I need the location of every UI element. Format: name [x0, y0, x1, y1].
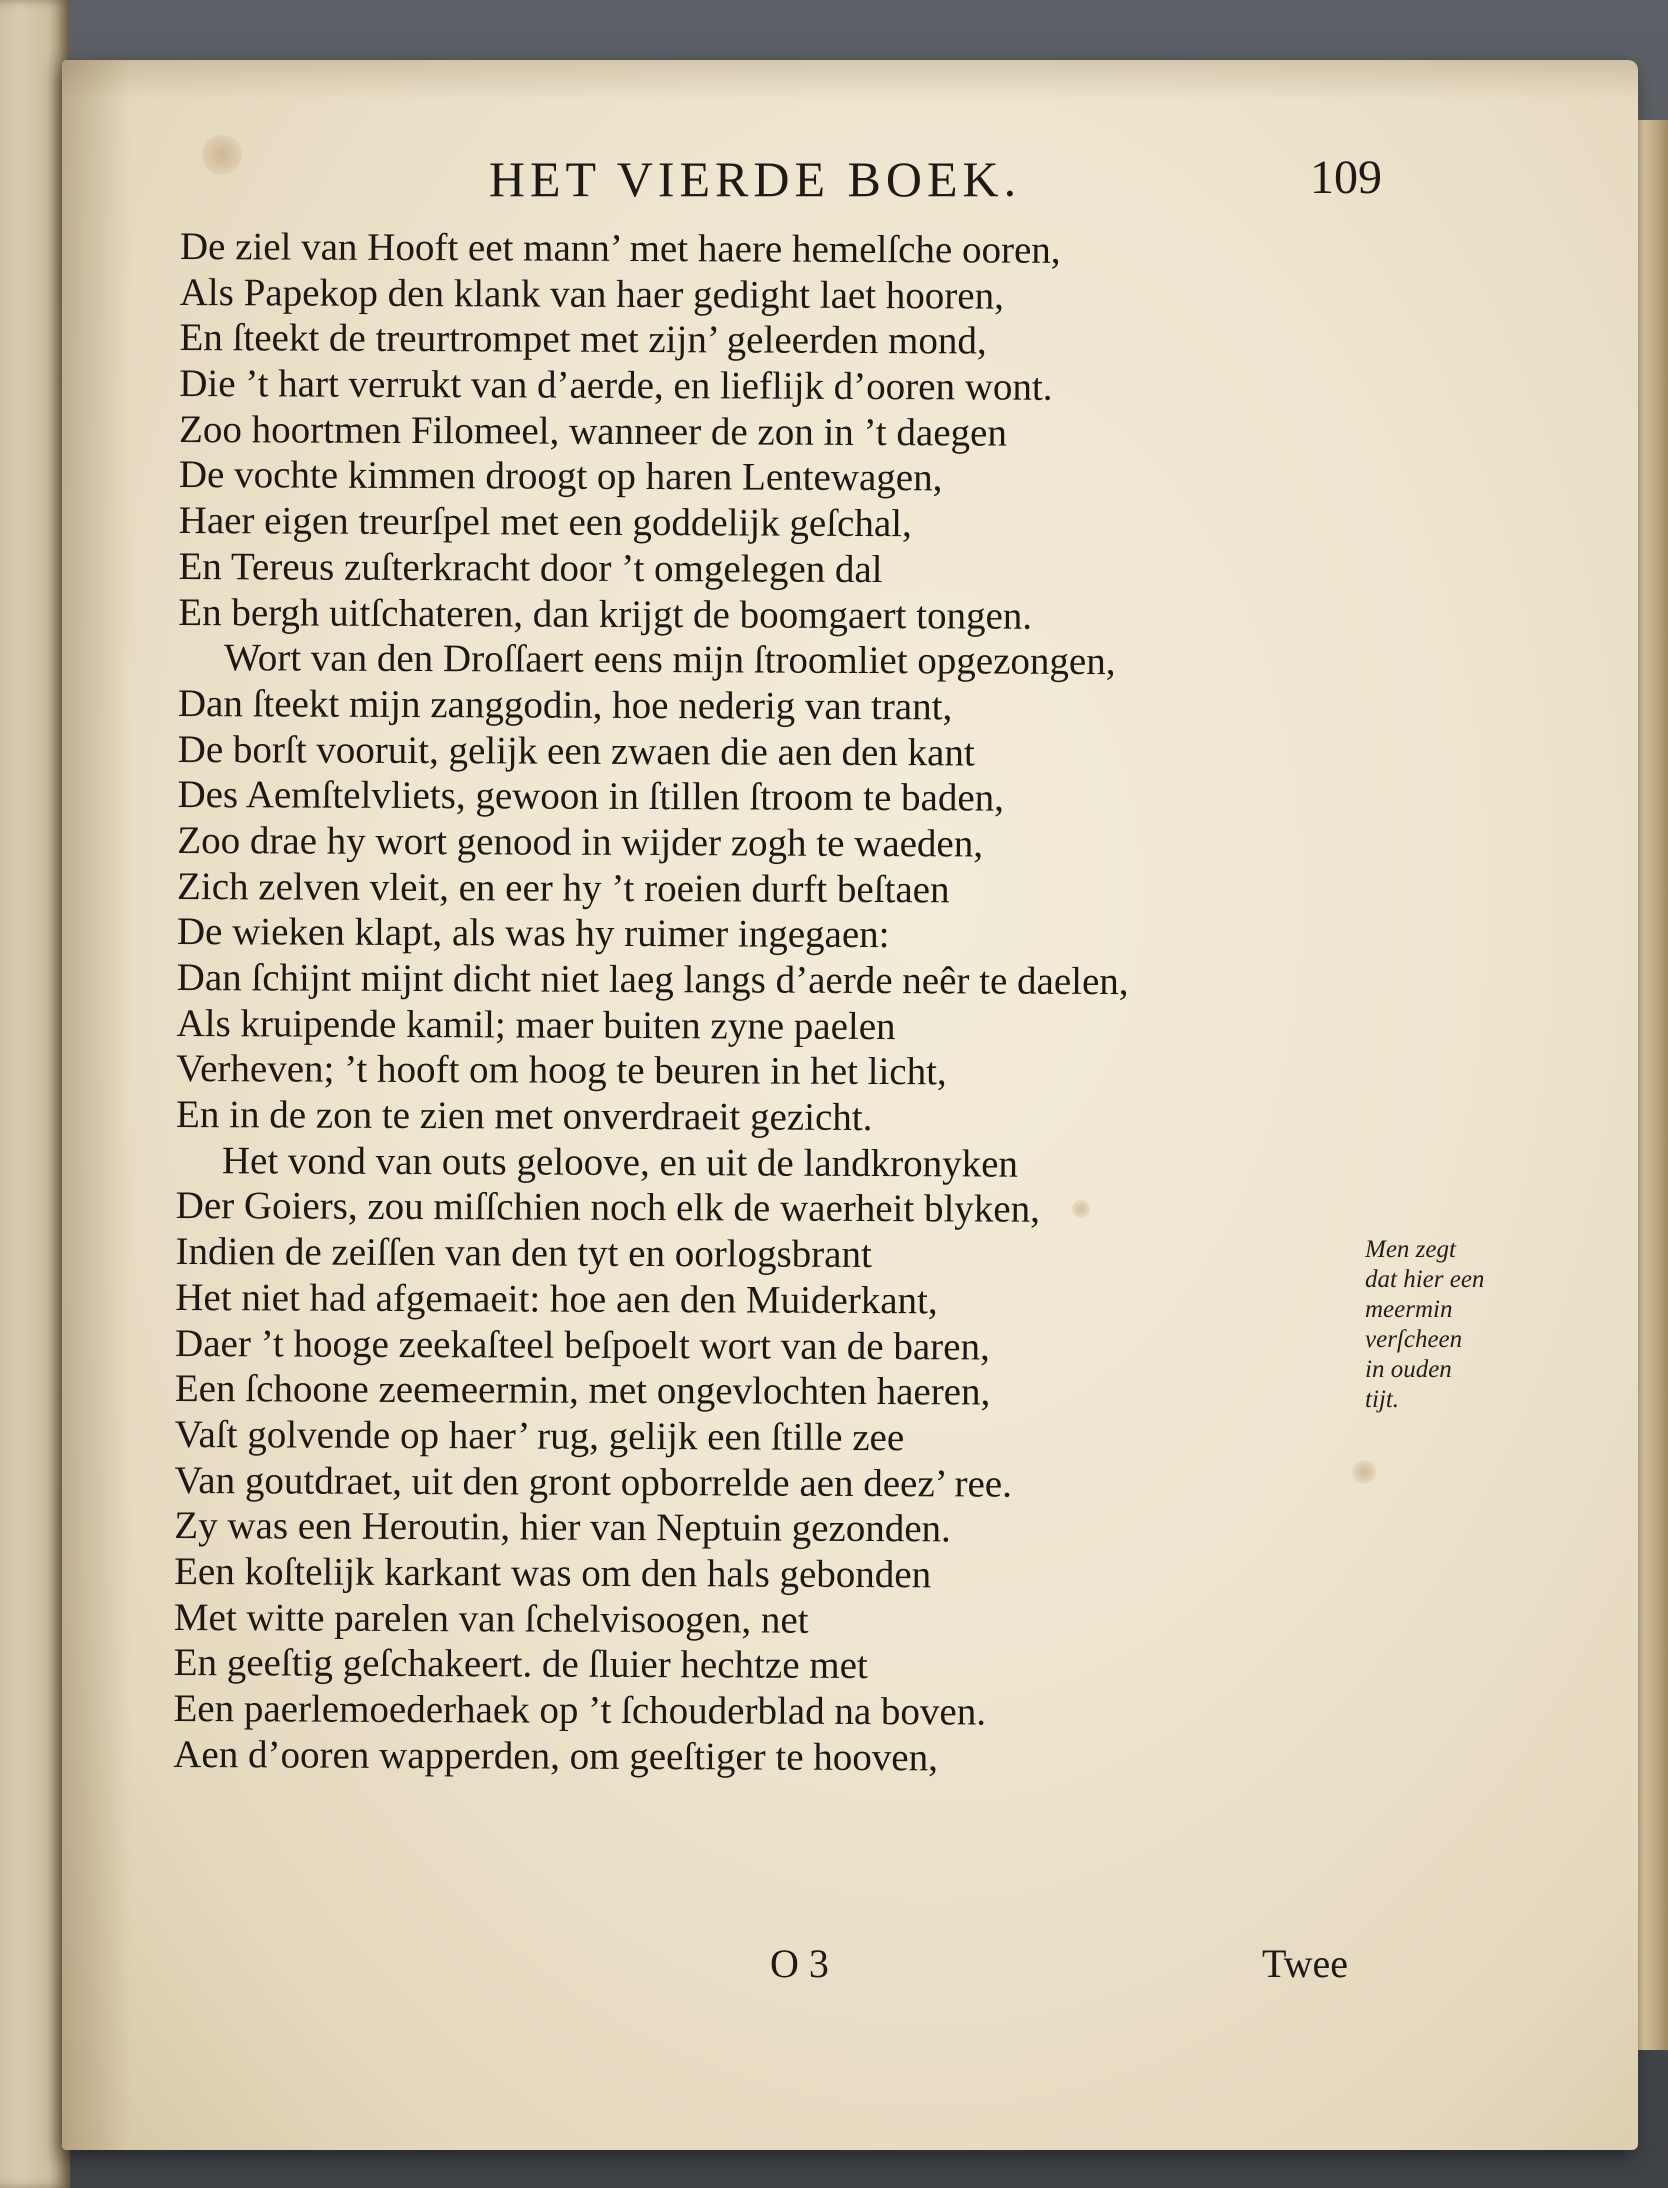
verse-line: Dan ſchijnt mijnt dicht niet laeg langs d’aerde neêr te daelen,: [176, 955, 1129, 1004]
verse-line: En in de zon te zien met onverdraeit gezicht.: [176, 1093, 873, 1140]
verse-line: De vochte kimmen droogt op haren Lentewagen,: [178, 453, 943, 500]
page-number: 109: [1310, 151, 1382, 204]
verse-line: Zy was een Heroutin, hier van Neptuin gezonden.: [174, 1504, 951, 1551]
verse-line: Van goutdraet, uit den gront opborrelde aen deez’ ree.: [174, 1458, 1013, 1506]
verse-line: Als kruipende kamil; maer buiten zyne paelen: [176, 1001, 896, 1048]
marginal-note-line: in ouden: [1365, 1356, 1452, 1383]
marginal-note: [1365, 1235, 1545, 1415]
verse-line: Dan ſteekt mijn zanggodin, hoe nederig van trant,: [177, 681, 953, 729]
verse-line: Een paerlemoederhaek op ’t ſchouderblad na boven.: [173, 1686, 987, 1734]
verse-line: Haer eigen treurſpel met een goddelijk geſchal,: [178, 499, 912, 546]
verse-line: De ziel van Hooft eet mann’ met haere hemelſche ooren,: [179, 224, 1061, 272]
verse-line: Zich zelven vleit, en eer hy ’t roeien durft beſtaen: [177, 864, 950, 911]
verse-line: Wort van den Droſſaert eens mijn ſtroomliet opgezongen,: [224, 636, 1116, 684]
foxing-spot: [1352, 1460, 1376, 1484]
signature-mark: O 3: [770, 1941, 829, 1986]
verse-line: Verheven; ’t hooft om hoog te beuren in het licht,: [176, 1047, 947, 1094]
marginal-note-line: dat hier een: [1365, 1266, 1485, 1293]
verse-line: De wieken klapt, als was hy ruimer ingegaen:: [176, 910, 890, 957]
verse-line: Een ſchoone zeemeermin, met ongevlochten haeren,: [174, 1367, 991, 1414]
running-head: HET VIERDE BOEK.: [488, 151, 1022, 207]
verse-line: Zoo drae hy wort genood in wijder zogh te waeden,: [177, 818, 984, 866]
verse-line: Der Goiers, zou miſſchien noch elk de waerheit blyken,: [175, 1184, 1041, 1232]
verse-text: [173, 224, 1360, 1783]
catchword: Twee: [1262, 1941, 1349, 1986]
marginal-note-line: verſcheen: [1365, 1326, 1463, 1353]
verse-line: En bergh uitſchateren, dan krijgt de boomgaert tongen.: [178, 590, 1033, 638]
facing-page-edge: [0, 0, 70, 2188]
verse-line: Het niet had afgemaeit: hoe aen den Muiderkant,: [175, 1275, 938, 1323]
verse-line: En ſteekt de treurtrompet met zijn’ geleerden mond,: [179, 316, 987, 363]
verse-line: Het vond van outs geloove, en uit de landkronyken: [221, 1138, 1019, 1186]
verse-line: Vaſt golvende op haer’ rug, gelijk een ſtille zee: [174, 1412, 905, 1460]
marginal-note-line: tijt.: [1365, 1386, 1400, 1413]
verse-line: Als Papekop den klank van haer gedight laet hooren,: [179, 270, 1004, 318]
verse-line: Zoo hoortmen Filomeel, wanneer de zon in ’t daegen: [179, 407, 1007, 455]
marginal-note-line: Men zegt: [1365, 1236, 1456, 1263]
marginal-note-line: meermin: [1365, 1296, 1453, 1323]
verse-line: Daer ’t hooge zeekaſteel beſpoelt wort van de baren,: [175, 1321, 990, 1369]
verse-line: Aen d’ooren wapperden, om geeſtiger te hooven,: [173, 1732, 938, 1780]
verse-line: De borſt vooruit, gelijk een zwaen die aen den kant: [177, 727, 975, 775]
verse-line: Met witte parelen van ſchelvisoogen, net: [173, 1595, 809, 1642]
verse-line: Indien de zeiſſen van den tyt en oorlogsbrant: [175, 1230, 872, 1277]
verse-line: Des Aemſtelvliets, gewoon in ſtillen ſtroom te baden,: [177, 773, 1005, 820]
verse-line: En geeſtig geſchakeert. de ſluier hechtze met: [173, 1641, 868, 1688]
verse-line: Die ’t hart verrukt van d’aerde, en lieflijk d’ooren wont.: [179, 362, 1053, 409]
verse-line: Een koſtelijk karkant was om den hals gebonden: [174, 1549, 932, 1597]
verse-line: En Tereus zuſterkracht door ’t omgelegen dal: [178, 544, 883, 591]
